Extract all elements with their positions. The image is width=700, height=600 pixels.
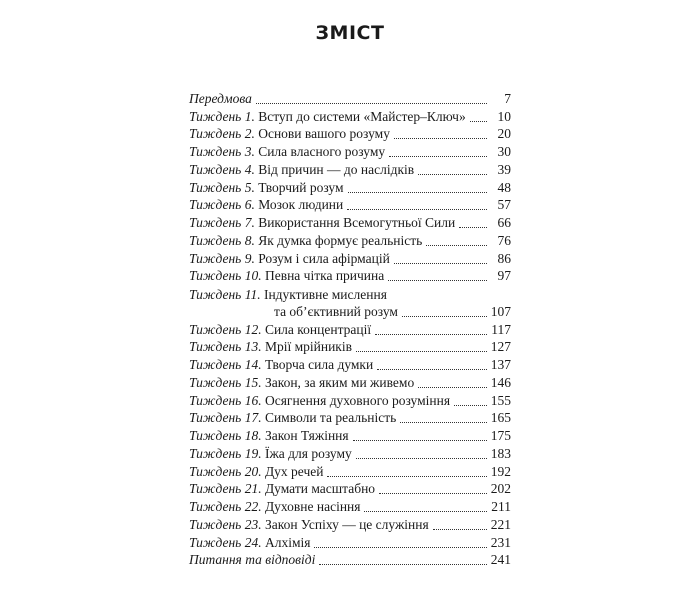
toc-entry-page-number: 20: [497, 126, 511, 142]
toc-entry-title: Від причин — до наслідків: [258, 161, 415, 177]
toc-entry-title: Певна чітка причина: [264, 268, 385, 284]
dot-leader: [319, 563, 486, 565]
toc-entry-label: [189, 214, 455, 231]
toc-entry-label: [189, 267, 384, 284]
toc-entry-page-number: 107: [490, 303, 511, 319]
toc-entry-label: [189, 108, 466, 125]
toc-entry-title: Закон Тяжіння: [264, 428, 349, 443]
page-title: ЗМІСТ: [315, 22, 385, 44]
toc-entry-week: Тиждень 8.: [189, 232, 255, 248]
toc-entry: [189, 391, 511, 409]
toc-entry-title: Думати масштабно: [264, 481, 376, 497]
toc-entry-week: Тиждень 15.: [189, 374, 262, 390]
table-of-contents: [189, 89, 511, 568]
toc-entry-label: [189, 427, 349, 444]
toc-entry: [189, 355, 511, 373]
toc-entry-week: Тиждень 9.: [189, 250, 255, 266]
toc-entry-page-number: 146: [490, 374, 511, 390]
dot-leader: [356, 457, 487, 459]
dot-leader: [394, 262, 487, 264]
toc-entry-label: [189, 463, 323, 480]
toc-entry: [189, 480, 511, 498]
dot-leader: [327, 475, 486, 477]
toc-entry-title: Індуктивне мислення: [263, 286, 387, 302]
toc-entry-label: [189, 125, 390, 142]
toc-entry-page-number: 155: [490, 392, 511, 408]
toc-entry-week: Тиждень 22.: [189, 499, 262, 514]
toc-entry-label: [189, 551, 315, 568]
toc-entry-week: Тиждень 23.: [189, 516, 262, 532]
toc-entry-page-number: 39: [497, 161, 511, 177]
toc-entry: [189, 231, 511, 249]
toc-entry-label: [189, 196, 343, 213]
toc-entry-label: [189, 516, 429, 533]
toc-entry-page-number: 57: [497, 197, 511, 213]
toc-entry: [189, 267, 511, 285]
toc-entry: [189, 551, 511, 569]
toc-entry-title: Алхімія: [264, 534, 311, 550]
toc-entry-week: Тиждень 21.: [189, 481, 262, 497]
toc-entry-week: Тиждень 10.: [189, 268, 262, 284]
toc-entry-title: Закон, за яким ми живемо: [264, 374, 415, 390]
dot-leader: [459, 226, 487, 228]
toc-entry-label: [189, 356, 373, 373]
toc-entry: [189, 196, 511, 214]
toc-entry-week: Питання та відповіді: [189, 552, 316, 568]
toc-entry: [189, 497, 511, 515]
toc-entry-week: Тиждень 4.: [189, 161, 255, 177]
toc-entry-page-number: 66: [497, 215, 511, 230]
toc-entry-page-number: 165: [490, 410, 511, 426]
toc-entry-title: Духовне насіння: [264, 499, 361, 514]
toc-entry: [189, 444, 511, 462]
toc-entry-page-number: 241: [490, 552, 511, 568]
dot-leader: [454, 404, 487, 406]
toc-entry-label: [189, 392, 450, 409]
toc-entry-title: Осягнення духовного розуміння: [264, 392, 451, 408]
toc-entry-label: [189, 409, 396, 426]
toc-entry-title-continued: та об’єктивний розум: [274, 303, 398, 319]
dot-leader: [356, 350, 487, 352]
toc-entry-label: [189, 232, 422, 249]
dot-leader: [256, 102, 487, 104]
toc-entry-week: Тиждень 7.: [189, 215, 255, 230]
toc-entry-label: [189, 161, 414, 178]
toc-entry-title: Творчий розум: [258, 179, 344, 195]
toc-entry-week: Тиждень 1.: [189, 108, 255, 124]
toc-entry-title: Використання Всемогутньої Сили: [258, 215, 456, 230]
toc-entry-label: [189, 338, 352, 355]
toc-entry: [189, 373, 511, 391]
dot-leader: [402, 315, 487, 317]
toc-entry: [189, 284, 511, 320]
toc-entry-page-number: 30: [497, 144, 511, 159]
toc-entry-page-number: 76: [497, 232, 511, 248]
toc-entry-line: [189, 286, 398, 303]
dot-leader: [470, 120, 487, 122]
toc-entry-week: Тиждень 5.: [189, 179, 255, 195]
toc-entry-label: [189, 143, 385, 160]
toc-entry-title: Сила концентрації: [264, 321, 372, 337]
toc-entry: [189, 533, 511, 551]
dot-leader: [418, 386, 487, 388]
toc-entry: [189, 320, 511, 338]
toc-entry-week: Тиждень 20.: [189, 463, 262, 479]
toc-entry: [189, 142, 511, 160]
toc-entry-label: [189, 445, 352, 462]
toc-entry-page-number: 10: [497, 108, 511, 124]
dot-leader: [389, 155, 487, 157]
toc-entry-label: [189, 250, 390, 267]
toc-entry-title: Як думка формує реальність: [258, 232, 423, 248]
toc-entry-page-number: 202: [490, 481, 511, 497]
toc-entry-page-number: 192: [490, 463, 511, 479]
toc-entry-page-number: 211: [491, 499, 511, 514]
toc-entry-week: Тиждень 18.: [189, 428, 262, 443]
toc-entry-label: [189, 534, 310, 551]
dot-leader: [394, 137, 487, 139]
toc-entry-title: Символи та реальність: [264, 410, 397, 426]
toc-entry-page-number: 7: [504, 90, 511, 106]
toc-entry-week: Тиждень 2.: [189, 126, 255, 142]
toc-entry-title: Розум і сила афірмацій: [258, 250, 390, 266]
dot-leader: [426, 244, 487, 246]
toc-entry-page-number: 86: [497, 250, 511, 266]
toc-entry-label: [189, 179, 344, 196]
toc-entry-week: Тиждень 24.: [189, 534, 262, 550]
toc-entry-page-number: 137: [490, 357, 511, 372]
toc-entry-page-number: 117: [491, 321, 511, 337]
dot-leader: [347, 208, 487, 210]
toc-entry-title: Мрії мрійників: [264, 339, 352, 355]
toc-entry-week: Тиждень 17.: [189, 410, 262, 426]
toc-entry-label: [189, 480, 375, 497]
toc-entry: [189, 89, 511, 107]
dot-leader: [314, 546, 486, 548]
toc-entry: [189, 107, 511, 125]
toc-entry-title: Дух речей: [264, 463, 324, 479]
dot-leader: [379, 492, 487, 494]
toc-entry: [189, 515, 511, 533]
toc-entry-page-number: 48: [497, 179, 511, 195]
dot-leader: [375, 333, 487, 335]
dot-leader: [433, 528, 487, 530]
toc-entry-label: [189, 90, 252, 107]
toc-entry-title: Сила власного розуму: [258, 144, 386, 159]
dot-leader: [364, 510, 487, 512]
toc-entry-page-number: 183: [490, 445, 511, 461]
toc-entry: [189, 426, 511, 444]
toc-entry-page-number: 231: [490, 534, 511, 550]
dot-leader: [418, 173, 487, 175]
toc-entry: [189, 160, 511, 178]
toc-entry-label: [189, 374, 414, 391]
toc-entry-label: [189, 498, 360, 515]
dot-leader: [377, 368, 487, 370]
toc-entry-title: Мозок людини: [258, 197, 344, 213]
toc-entry-week: Тиждень 16.: [189, 392, 262, 408]
toc-entry-title: Вступ до системи «Майстер–Ключ»: [258, 108, 466, 124]
toc-entry-title: Закон Успіху — це служіння: [264, 516, 429, 532]
toc-entry-page-number: 127: [490, 339, 511, 355]
dot-leader: [400, 421, 486, 423]
toc-entry: [189, 178, 511, 196]
toc-entry: [189, 213, 511, 231]
toc-entry-title: Творча сила думки: [264, 357, 374, 372]
toc-entry-week: Тиждень 12.: [189, 321, 262, 337]
toc-entry-page-number: 221: [490, 516, 511, 532]
dot-leader: [348, 191, 487, 193]
toc-entry-week: Передмова: [189, 90, 252, 106]
toc-entry: [189, 462, 511, 480]
toc-entry-label: [189, 286, 398, 320]
toc-entry-week: Тиждень 14.: [189, 357, 262, 372]
toc-entry-label: [189, 321, 371, 338]
toc-entry-page-number: 97: [497, 268, 511, 284]
toc-entry: [189, 125, 511, 143]
toc-entry-week: Тиждень 11.: [189, 286, 261, 302]
toc-entry: [189, 338, 511, 356]
toc-entry: [189, 249, 511, 267]
toc-entry-week: Тиждень 3.: [189, 144, 255, 159]
toc-entry-week: Тиждень 13.: [189, 339, 262, 355]
toc-entry-week: Тиждень 6.: [189, 197, 255, 213]
toc-entry-page-number: 175: [490, 428, 511, 443]
toc-entry-title: Їжа для розуму: [264, 445, 352, 461]
dot-leader: [353, 439, 487, 441]
dot-leader: [388, 279, 487, 281]
toc-entry: [189, 409, 511, 427]
toc-entry-week: Тиждень 19.: [189, 445, 262, 461]
toc-entry-title: Основи вашого розуму: [258, 126, 390, 142]
